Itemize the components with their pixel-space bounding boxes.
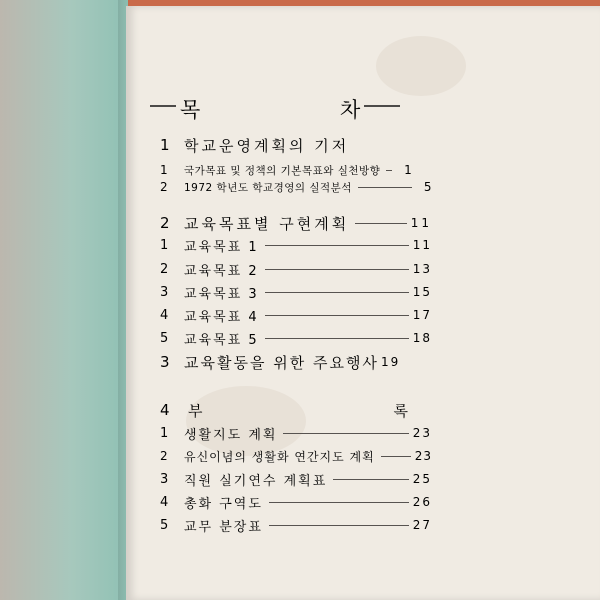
item-label: 교무 분장표 [184, 519, 263, 535]
item-page: 15 [412, 285, 432, 299]
leader-line [333, 479, 408, 480]
section-label: 교육활동을 위한 주요행사 [184, 353, 379, 372]
leader-line [381, 456, 411, 457]
leader-line [265, 245, 409, 246]
toc-item [160, 260, 432, 278]
item-label: 유신이념의 생활화 연간지도 계획 [184, 449, 375, 464]
item-number: 3 [160, 284, 171, 300]
item-number: 3 [160, 471, 171, 487]
item-number: 1 [160, 237, 171, 253]
toc-section-1 [160, 136, 390, 154]
book-binding [0, 0, 128, 600]
item-label: 교육목표 5 [184, 332, 259, 348]
leader-line [265, 269, 409, 270]
toc-section-3 [160, 353, 432, 371]
section-number: 2 [160, 214, 173, 232]
leader-line [283, 433, 408, 434]
title-left-char: 목 [180, 98, 203, 122]
paper-stain [186, 386, 306, 456]
toc-item [160, 283, 432, 301]
appendix-label-left: 부 [188, 401, 205, 420]
section-label: 학교운영계획의 기저 [184, 136, 350, 155]
item-page: 23 [414, 449, 432, 463]
leader-line [386, 170, 392, 171]
title-dash-right [364, 105, 400, 107]
leader-line [269, 525, 409, 526]
leader-line [355, 223, 407, 224]
section-number: 3 [160, 353, 172, 371]
section-number: 4 [160, 401, 172, 419]
leader-line [265, 315, 409, 316]
item-page: 1 [404, 163, 413, 177]
section-number: 1 [160, 136, 173, 154]
item-label: 직원 실기연수 계획표 [184, 473, 328, 489]
item-page: 23 [412, 426, 432, 440]
item-number: 2 [160, 261, 171, 277]
page-title [150, 94, 400, 122]
item-label: 교육목표 3 [184, 286, 259, 302]
appendix-label-right: 록 [393, 401, 410, 420]
leader-line [265, 292, 409, 293]
item-number: 1 [160, 163, 169, 177]
item-label: 생활지도 계획 [184, 427, 278, 443]
item-label: 1972 학년도 학교경영의 실적분석 [184, 181, 352, 194]
toc-item [160, 306, 432, 324]
toc-item [160, 516, 432, 534]
item-number: 4 [160, 494, 171, 510]
item-page: 13 [412, 262, 432, 276]
toc-item [160, 447, 432, 465]
item-label: 국가목표 및 정책의 기본목표와 실천방향 [184, 164, 381, 177]
item-label: 교육목표 2 [184, 263, 259, 279]
item-page: 5 [423, 180, 432, 194]
item-number: 2 [160, 180, 169, 194]
section-page: 19 [380, 355, 401, 369]
toc-item [160, 161, 432, 179]
leader-line [269, 502, 409, 503]
item-number: 2 [160, 449, 169, 463]
item-page: 17 [412, 308, 432, 322]
item-page: 11 [412, 238, 432, 252]
leader-line [265, 338, 409, 339]
paper-stain [376, 36, 466, 96]
section-label: 교육목표별 구현계획 [184, 214, 350, 233]
toc-section-4 [160, 401, 410, 419]
toc-item [160, 329, 432, 347]
item-label: 교육목표 1 [184, 239, 259, 255]
toc-item [160, 493, 432, 511]
item-page: 26 [412, 495, 432, 509]
item-page: 18 [412, 331, 432, 345]
title-dash-left [150, 105, 176, 107]
toc-item [160, 424, 432, 442]
item-number: 5 [160, 330, 171, 346]
item-number: 5 [160, 517, 171, 533]
item-number: 4 [160, 307, 171, 323]
section-page: 11 [410, 216, 432, 230]
toc-section-2 [160, 214, 432, 232]
item-label: 교육목표 4 [184, 309, 259, 325]
title-right-char: 차 [340, 98, 363, 122]
toc-item [160, 236, 432, 254]
item-number: 1 [160, 425, 171, 441]
toc-item [160, 178, 432, 196]
item-page: 25 [412, 472, 432, 486]
leader-line [358, 187, 412, 188]
item-label: 총화 구역도 [184, 496, 263, 512]
toc-item [160, 470, 432, 488]
item-page: 27 [412, 518, 432, 532]
